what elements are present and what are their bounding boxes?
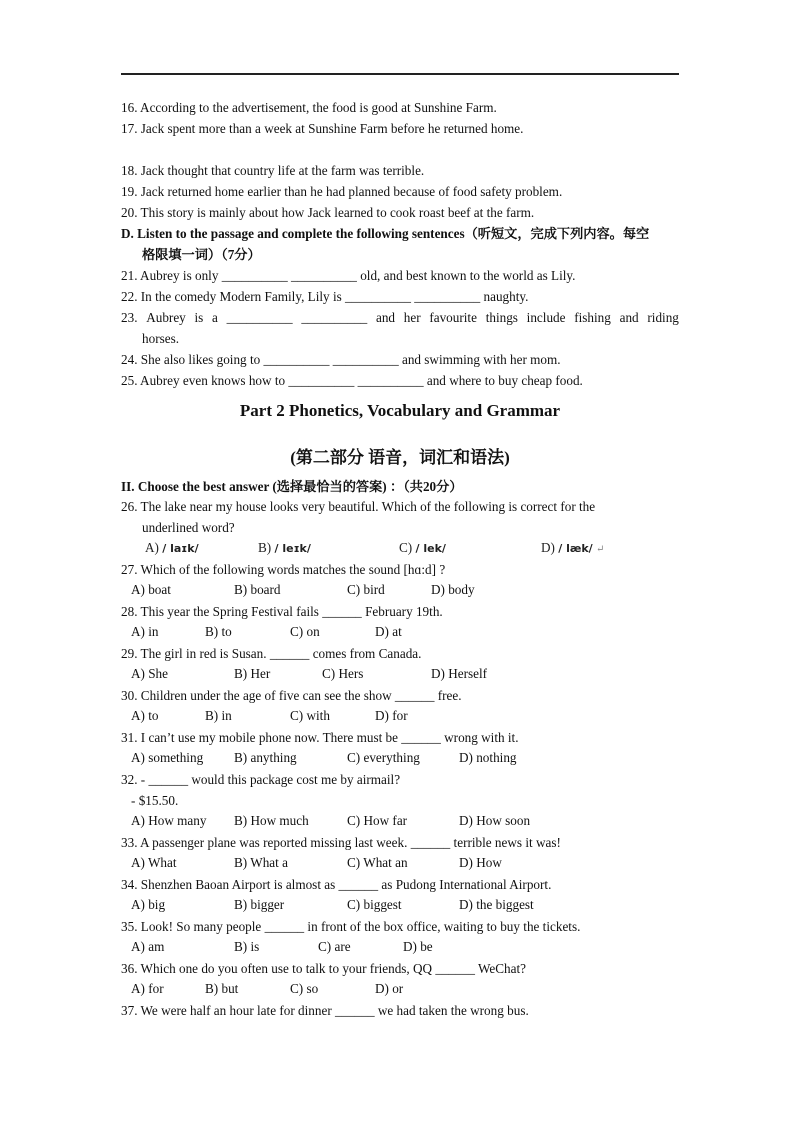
question-22: 22. In the comedy Modern Family, Lily is __________ __________ naughty. bbox=[121, 289, 529, 304]
option-a: A) big bbox=[131, 897, 166, 912]
question-34-options bbox=[0, 897, 800, 914]
question-30-options bbox=[0, 708, 800, 725]
option-a: A) boat bbox=[131, 582, 171, 597]
question-24: 24. She also likes going to __________ __________ and swimming with her mom. bbox=[121, 352, 561, 367]
q23-word: riding bbox=[647, 310, 679, 325]
q23-word: favourite bbox=[429, 310, 477, 325]
option-a: A) What bbox=[131, 855, 177, 870]
option-d: D) body bbox=[431, 582, 475, 597]
option-a: A) / laɪk/ bbox=[145, 540, 199, 555]
question-26-stem: 26. The lake near my house looks very beautiful. Which of the following is correct for the bbox=[121, 499, 596, 514]
part-2-subtitle: (第二部分 语音，词汇和语法) bbox=[290, 448, 510, 467]
question-21: 21. Aubrey is only __________ __________ old, and best known to the world as Lily. bbox=[121, 268, 576, 283]
question-26-options bbox=[0, 540, 800, 557]
option-c: C) / lek/ bbox=[399, 540, 446, 555]
q23-word: fishing bbox=[574, 310, 611, 325]
option-a: A) for bbox=[131, 981, 164, 996]
option-b: B) is bbox=[234, 939, 260, 954]
question-33-stem: 33. A passenger plane was reported missing last week. ______ terrible news it was! bbox=[121, 835, 561, 850]
option-b: B) in bbox=[205, 708, 232, 723]
q23-blank: __________ bbox=[301, 310, 368, 325]
option-c: C) so bbox=[290, 981, 319, 996]
option-b: B) board bbox=[234, 582, 281, 597]
option-c: C) bird bbox=[347, 582, 385, 597]
statement-19: 19. Jack returned home earlier than he had planned because of food safety problem. bbox=[121, 184, 563, 199]
q23-blank: __________ bbox=[226, 310, 293, 325]
question-32-reply: - $15.50. bbox=[131, 793, 179, 808]
return-mark-icon: ↵ bbox=[596, 544, 605, 555]
option-d: D) or bbox=[375, 981, 404, 996]
question-36-options bbox=[0, 981, 800, 998]
option-b: B) What a bbox=[234, 855, 288, 870]
question-35-stem: 35. Look! So many people ______ in front of the box office, waiting to buy the tickets. bbox=[121, 919, 581, 934]
question-27-stem: 27. Which of the following words matches the sound [hɑ:d] ? bbox=[121, 562, 446, 577]
q23-word: is bbox=[194, 310, 204, 325]
option-b: B) Her bbox=[234, 666, 271, 681]
option-c: C) everything bbox=[347, 750, 420, 765]
option-d: D) for bbox=[375, 708, 408, 723]
option-c: C) How far bbox=[347, 813, 408, 828]
q23-word: and bbox=[619, 310, 639, 325]
section-d-heading-cont: 格限填一词）（7分） bbox=[142, 247, 261, 262]
q23-word: her bbox=[403, 310, 421, 325]
question-33-options bbox=[0, 855, 800, 872]
question-31-stem: 31. I can’t use my mobile phone now. There must be ______ wrong with it. bbox=[121, 730, 519, 745]
statement-16: 16. According to the advertisement, the food is good at Sunshine Farm. bbox=[121, 100, 497, 115]
q23-word: things bbox=[485, 310, 518, 325]
option-b: B) but bbox=[205, 981, 239, 996]
option-c: C) What an bbox=[347, 855, 408, 870]
question-32-options bbox=[0, 813, 800, 830]
option-c: C) Hers bbox=[322, 666, 364, 681]
question-27-options bbox=[0, 582, 800, 599]
question-31-options bbox=[0, 750, 800, 767]
q23-word: and bbox=[375, 310, 396, 325]
question-29-options bbox=[0, 666, 800, 683]
option-d: D) nothing bbox=[459, 750, 517, 765]
option-c: C) with bbox=[290, 708, 330, 723]
option-b: B) / leɪk/ bbox=[258, 540, 311, 555]
question-23-cont: horses. bbox=[142, 331, 179, 346]
option-d: D) at bbox=[375, 624, 402, 639]
option-a: A) to bbox=[131, 708, 159, 723]
question-25: 25. Aubrey even knows how to __________ __________ and where to buy cheap food. bbox=[121, 373, 583, 388]
section-ii-heading: II. Choose the best answer (选择最恰当的答案) ：（共20分） bbox=[121, 479, 463, 494]
section-d-heading: D. Listen to the passage and complete the following sentences（听短文，完成下列内容。每空 bbox=[121, 226, 650, 241]
option-c: C) are bbox=[318, 939, 351, 954]
question-37-stem: 37. We were half an hour late for dinner ______ we had taken the wrong bus. bbox=[121, 1003, 529, 1018]
statement-17: 17. Jack spent more than a week at Sunshine Farm before he returned home. bbox=[121, 121, 524, 136]
question-34-stem: 34. Shenzhen Baoan Airport is almost as ______ as Pudong International Airport. bbox=[121, 877, 552, 892]
statement-18: 18. Jack thought that country life at the farm was terrible. bbox=[121, 163, 425, 178]
q23-word: include bbox=[526, 310, 566, 325]
q23-word: 23. bbox=[121, 310, 138, 325]
question-23 bbox=[121, 309, 679, 326]
question-29-stem: 29. The girl in red is Susan. ______ comes from Canada. bbox=[121, 646, 422, 661]
option-d: D) Herself bbox=[431, 666, 488, 681]
option-d: D) How soon bbox=[459, 813, 531, 828]
q23-word: a bbox=[212, 310, 218, 325]
option-d: D) the biggest bbox=[459, 897, 534, 912]
header-rule bbox=[121, 73, 679, 75]
question-35-options bbox=[0, 939, 800, 956]
option-b: B) How much bbox=[234, 813, 309, 828]
q23-word: Aubrey bbox=[146, 310, 186, 325]
question-30-stem: 30. Children under the age of five can see the show ______ free. bbox=[121, 688, 462, 703]
option-a: A) How many bbox=[131, 813, 207, 828]
question-28-options bbox=[0, 624, 800, 641]
question-28-stem: 28. This year the Spring Festival fails ______ February 19th. bbox=[121, 604, 443, 619]
option-a: A) am bbox=[131, 939, 165, 954]
option-d: D) How bbox=[459, 855, 502, 870]
question-26-stem-cont: underlined word? bbox=[142, 520, 235, 535]
option-b: B) anything bbox=[234, 750, 297, 765]
option-a: A) in bbox=[131, 624, 159, 639]
part-2-title: Part 2 Phonetics, Vocabulary and Grammar bbox=[239, 401, 561, 420]
question-32-stem: 32. - ______ would this package cost me by airmail? bbox=[121, 772, 401, 787]
option-a: A) something bbox=[131, 750, 204, 765]
option-c: C) on bbox=[290, 624, 320, 639]
option-b: B) to bbox=[205, 624, 232, 639]
question-36-stem: 36. Which one do you often use to talk to your friends, QQ ______ WeChat? bbox=[121, 961, 526, 976]
option-d: D) be bbox=[403, 939, 433, 954]
option-c: C) biggest bbox=[347, 897, 402, 912]
option-a: A) She bbox=[131, 666, 168, 681]
statement-20: 20. This story is mainly about how Jack learned to cook roast beef at the farm. bbox=[121, 205, 535, 220]
option-d: D) / læk/ ↵ bbox=[541, 540, 605, 555]
option-b: B) bigger bbox=[234, 897, 285, 912]
